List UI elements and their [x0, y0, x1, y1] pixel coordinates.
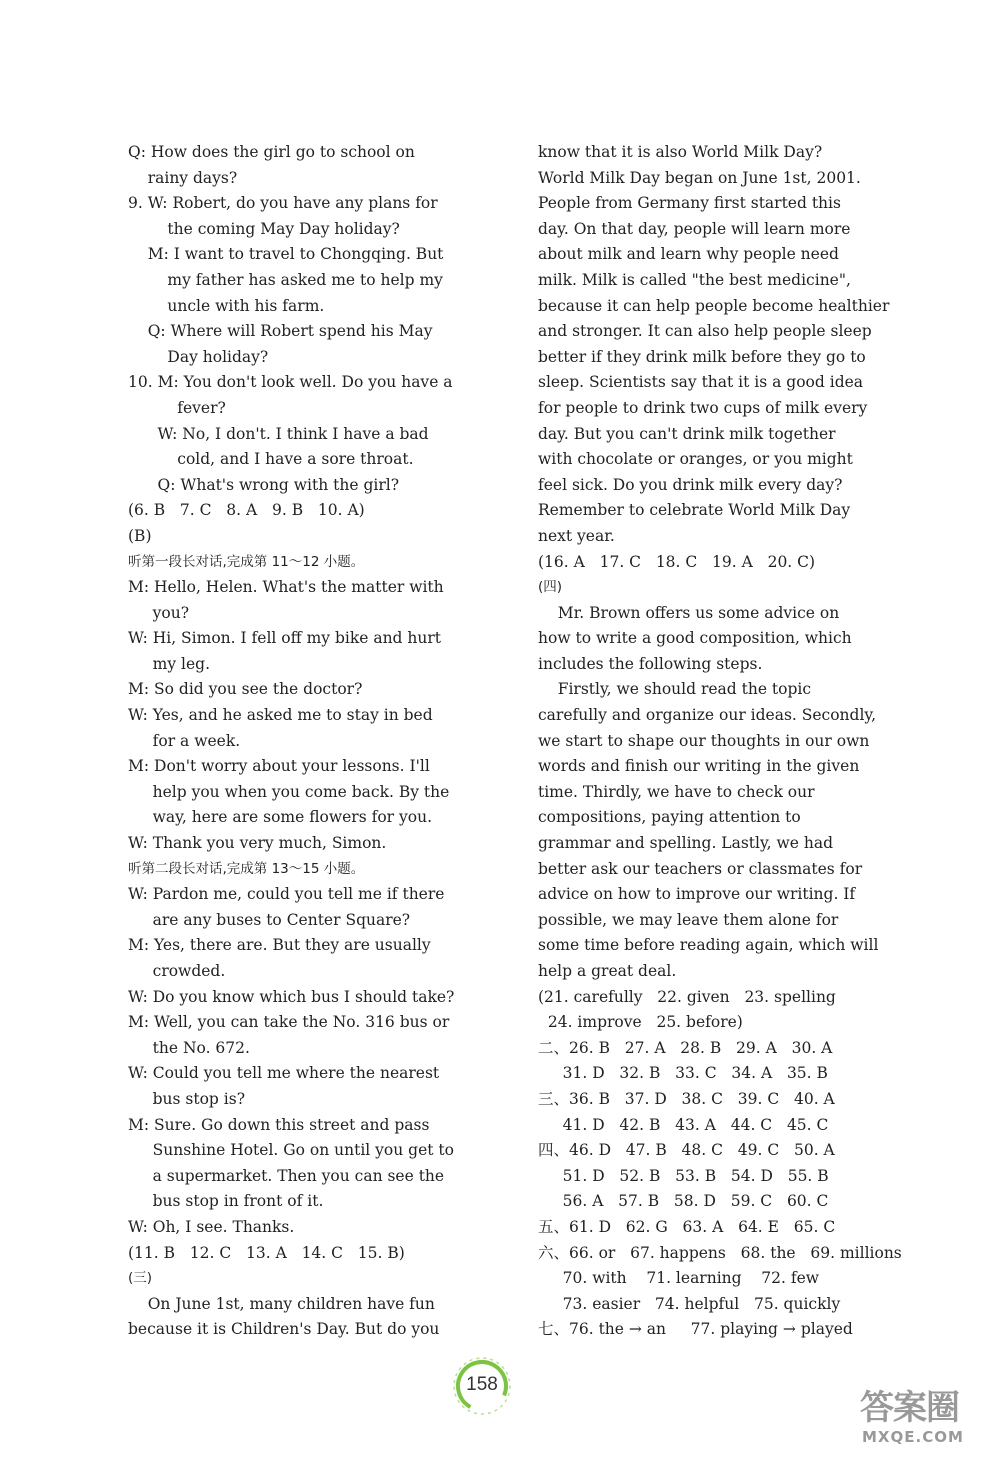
watermark-logo-text: 答案圈	[860, 1388, 959, 1428]
text-line: W: Oh, I see. Thanks.	[128, 1217, 295, 1236]
text-line: W: Hi, Simon. I fell off my bike and hurt	[128, 629, 442, 648]
text-line: (11. B 12. C 13. A 14. C 15. B)	[128, 1243, 405, 1262]
text-line: words and finish our writing in the given	[538, 757, 860, 776]
text-line: and stronger. It can also help people sleep	[538, 322, 872, 341]
text-line: rainy days?	[128, 168, 238, 187]
text-line: possible, we may leave them alone for	[538, 910, 839, 929]
text-line: uncle with his farm.	[128, 296, 325, 315]
text-line: includes the following steps.	[538, 654, 763, 673]
text-line: Q: What's wrong with the girl?	[128, 475, 400, 494]
text-line: Q: Where will Robert spend his May	[128, 322, 433, 341]
text-line: better ask our teachers or classmates for	[538, 859, 863, 878]
text-line: day. On that day, people will learn more	[538, 219, 851, 238]
text-line: Remember to celebrate World Milk Day	[538, 501, 851, 520]
text-line: M: I want to travel to Chongqing. But	[128, 245, 444, 264]
text-line: W: Could you tell me where the nearest	[128, 1064, 440, 1083]
text-line: the No. 672.	[128, 1038, 250, 1057]
text-line: how to write a good composition, which	[538, 629, 852, 648]
watermark-url: MXQE.COM	[862, 1428, 964, 1446]
page-number: 158	[466, 1374, 498, 1395]
text-line: my leg.	[128, 654, 210, 673]
text-line: 四、46. D 47. B 48. C 49. C 50. A	[538, 1141, 835, 1160]
text-line: Mr. Brown offers us some advice on	[538, 603, 840, 622]
text-line: are any buses to Center Square?	[128, 910, 411, 929]
text-line: (四)	[538, 579, 563, 596]
text-line: milk. Milk is called "the best medicine",	[538, 270, 851, 289]
text-line: a supermarket. Then you can see the	[128, 1166, 445, 1185]
text-line: Sunshine Hotel. Go on until you get to	[128, 1141, 454, 1160]
text-line: my father has asked me to help my	[128, 270, 443, 289]
text-line: 9. W: Robert, do you have any plans for	[128, 194, 438, 213]
text-line: 24. improve 25. before)	[538, 1013, 743, 1032]
text-line: fever?	[128, 398, 226, 417]
text-line: 41. D 42. B 43. A 44. C 45. C	[538, 1115, 829, 1134]
text-line: W: Thank you very much, Simon.	[128, 834, 387, 853]
text-line: 56. A 57. B 58. D 59. C 60. C	[538, 1192, 829, 1211]
text-line: the coming May Day holiday?	[128, 219, 400, 238]
text-line: W: No, I don't. I think I have a bad	[128, 424, 429, 443]
text-line: better if they drink milk before they go to	[538, 347, 866, 366]
text-line: (16. A 17. C 18. C 19. A 20. C)	[538, 552, 816, 571]
text-line: 六、66. or 67. happens 68. the 69. millions	[538, 1243, 902, 1262]
text-line: M: Sure. Go down this street and pass	[128, 1115, 430, 1134]
page-number-badge	[452, 1356, 512, 1416]
text-line: some time before reading again, which will	[538, 936, 879, 955]
text-line: 51. D 52. B 53. B 54. D 55. B	[538, 1166, 829, 1185]
text-line: M: So did you see the doctor?	[128, 680, 363, 699]
text-line: 听第二段长对话,完成第 13～15 小题。	[128, 860, 365, 877]
text-line: crowded.	[128, 962, 226, 980]
text-line: with chocolate or oranges, or you might	[538, 450, 853, 469]
text-line: W: Do you know which bus I should take?	[128, 987, 455, 1006]
text-line: carefully and organize our ideas. Secondly,	[538, 706, 877, 725]
right-column	[538, 140, 902, 1343]
text-line: (21. carefully 22. given 23. spelling	[538, 987, 836, 1006]
text-line: (B)	[128, 526, 152, 545]
text-line: about milk and learn why people need	[538, 245, 839, 264]
text-line: 三、36. B 37. D 38. C 39. C 40. A	[538, 1089, 835, 1108]
text-line: 10. M: You don't look well. Do you have a	[128, 373, 453, 392]
text-line: Day holiday?	[128, 347, 269, 366]
text-line: 听第一段长对话,完成第 11～12 小题。	[128, 553, 365, 570]
text-line: because it can help people become healthier	[538, 296, 890, 315]
text-line: help a great deal.	[538, 962, 677, 980]
text-line: you?	[128, 603, 190, 622]
text-line: M: Don't worry about your lessons. I'll	[128, 757, 430, 776]
text-line: sleep. Scientists say that it is a good idea	[538, 373, 864, 392]
text-line: (三)	[128, 1270, 153, 1287]
text-line: 二、26. B 27. A 28. B 29. A 30. A	[538, 1038, 833, 1057]
text-line: cold, and I have a sore throat.	[128, 450, 414, 469]
text-line: advice on how to improve our writing. If	[538, 885, 856, 904]
text-line: W: Pardon me, could you tell me if there	[128, 885, 445, 904]
text-line: M: Yes, there are. But they are usually	[128, 936, 431, 955]
text-line: bus stop is?	[128, 1089, 246, 1108]
text-line: (6. B 7. C 8. A 9. B 10. A)	[128, 501, 365, 520]
text-line: Firstly, we should read the topic	[538, 680, 812, 699]
text-line: way, here are some flowers for you.	[128, 808, 432, 827]
text-line: time. Thirdly, we have to check our	[538, 782, 815, 801]
text-line: compositions, paying attention to	[538, 808, 801, 827]
text-line: next year.	[538, 526, 615, 545]
text-line: Q: How does the girl go to school on	[128, 143, 415, 161]
text-line: for people to drink two cups of milk every	[538, 398, 868, 417]
text-line: People from Germany first started this	[538, 194, 841, 213]
text-line: know that it is also World Milk Day?	[538, 143, 823, 161]
watermark	[860, 1380, 1000, 1460]
left-column	[128, 140, 468, 1343]
text-line: W: Yes, and he asked me to stay in bed	[128, 706, 433, 725]
text-line: help you when you come back. By the	[128, 782, 450, 801]
text-line: bus stop in front of it.	[128, 1192, 324, 1211]
text-line: 70. with 71. learning 72. few	[538, 1269, 820, 1288]
text-line: grammar and spelling. Lastly, we had	[538, 834, 834, 853]
text-line: On June 1st, many children have fun	[128, 1294, 435, 1313]
text-line: for a week.	[128, 731, 241, 750]
text-line: M: Hello, Helen. What's the matter with	[128, 578, 444, 597]
text-line: we start to shape our thoughts in our own	[538, 731, 870, 750]
text-line: 73. easier 74. helpful 75. quickly	[538, 1294, 841, 1313]
text-line: day. But you can't drink milk together	[538, 424, 836, 443]
text-line: because it is Children's Day. But do you	[128, 1320, 440, 1339]
text-line: World Milk Day began on June 1st, 2001.	[538, 168, 861, 187]
text-line: 五、61. D 62. G 63. A 64. E 65. C	[538, 1217, 836, 1236]
text-line: feel sick. Do you drink milk every day?	[538, 475, 843, 494]
text-line: M: Well, you can take the No. 316 bus or	[128, 1013, 450, 1032]
text-line: 31. D 32. B 33. C 34. A 35. B	[538, 1064, 828, 1083]
text-line: 七、76. the → an 77. playing → played	[538, 1320, 853, 1339]
